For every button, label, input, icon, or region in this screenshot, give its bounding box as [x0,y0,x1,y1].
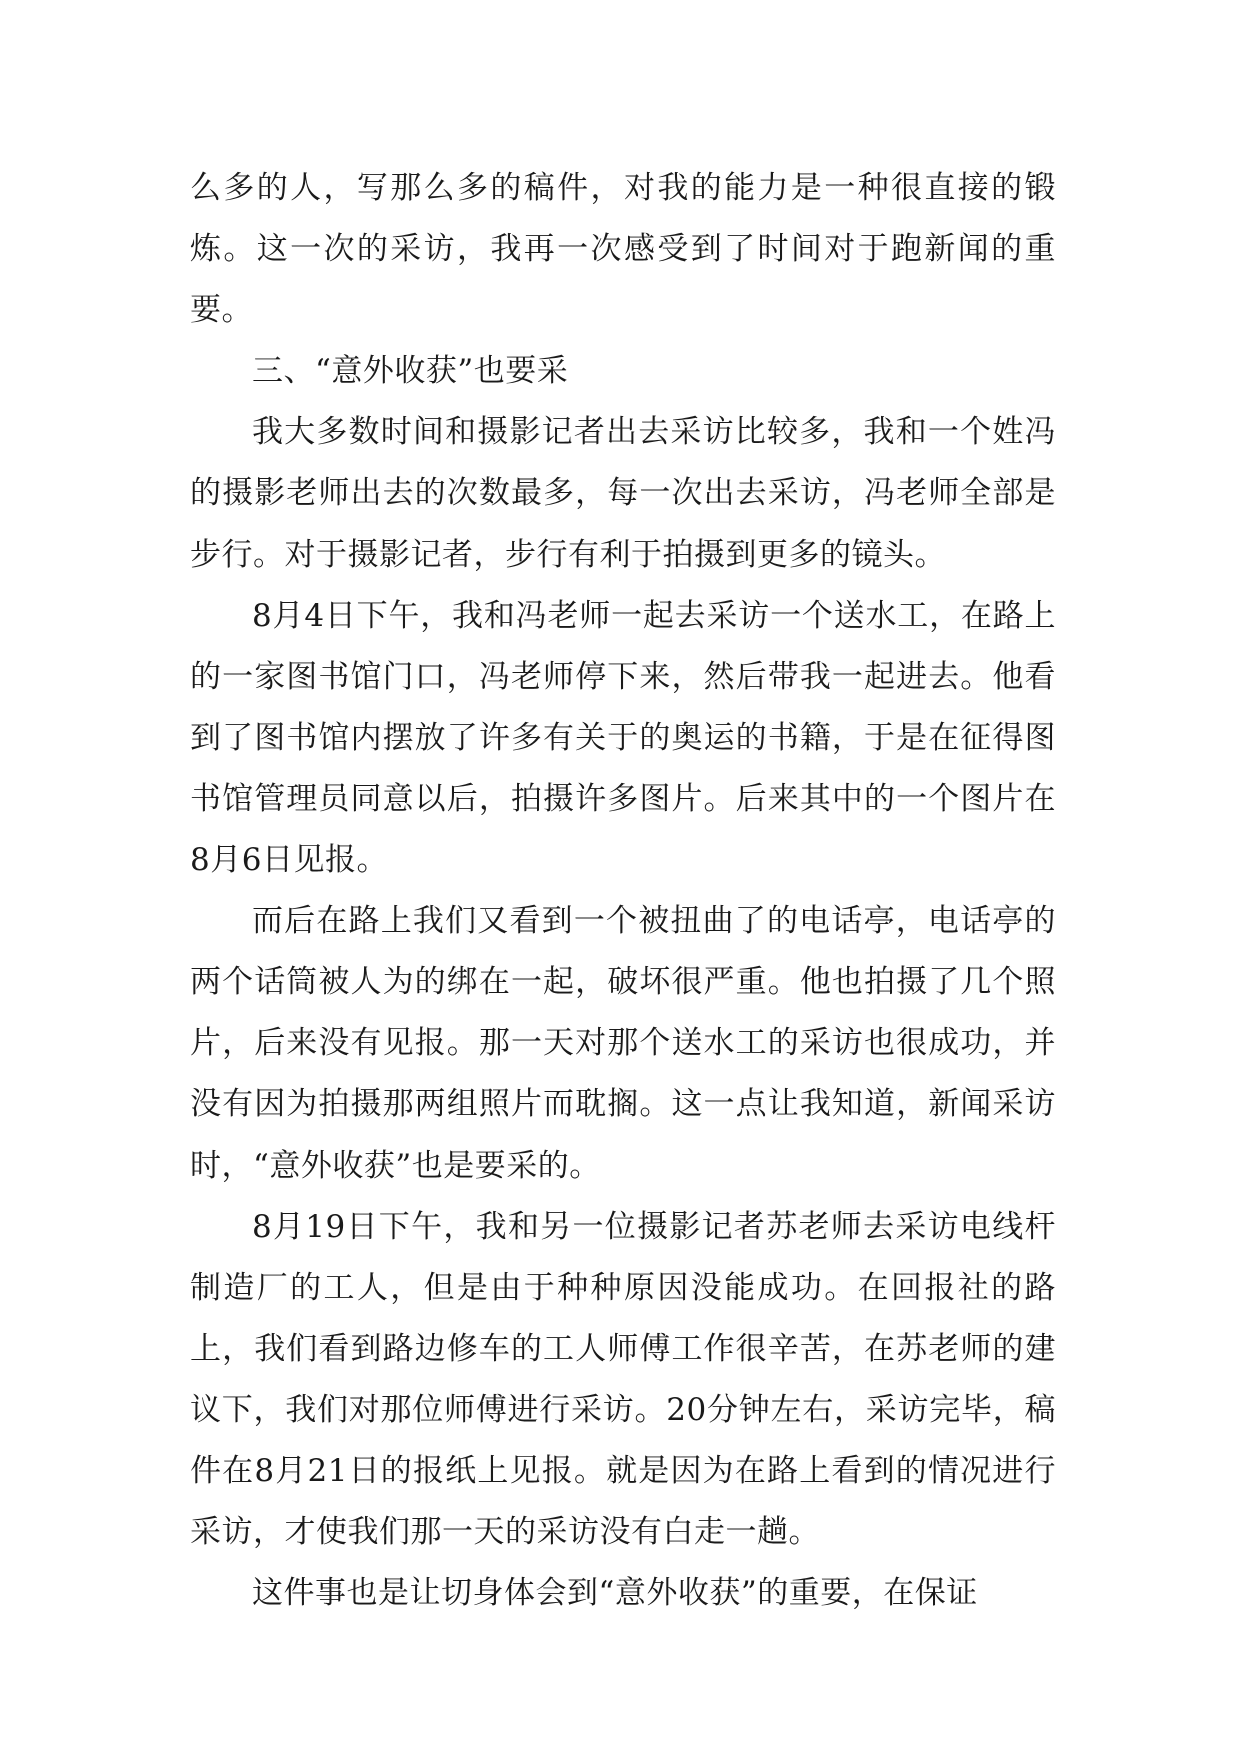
paragraph: 而后在路上我们又看到一个被扭曲了的电话亭，电话亭的两个话筒被人为的绑在一起，破坏很严重。他也拍摄了几个照片，后来没有见报。那一天对那个送水工的采访也很成功，并没有因为拍摄那两组照片而耽搁。这一点让我知道，新闻采访时，“意外收获”也是要采的。 [190,903,1056,1184]
paragraph: 8月4日下午，我和冯老师一起去采访一个送水工，在路上的一家图书馆门口，冯老师停下来，然后带我一起进去。他看到了图书馆内摆放了许多有关于的奥运的书籍，于是在征得图书馆管理员同意以后，拍摄许多图片。后来其中的一个图片在8月6日见报。 [190,597,1056,879]
body-text [190,158,1056,1624]
paragraph: 我大多数时间和摄影记者出去采访比较多，我和一个姓冯的摄影老师出去的次数最多，每一次出去采访，冯老师全部是步行。对于摄影记者，步行有利于拍摄到更多的镜头。 [190,414,1056,573]
section-heading: 三、“意外收获”也要采 [252,353,569,390]
paragraph: 这件事也是让切身体会到“意外收获”的重要，在保证 [252,1575,978,1612]
paragraph-continuation: 么多的人，写那么多的稿件，对我的能力是一种很直接的锻炼。这一次的采访，我再一次感受到了时间对于跑新闻的重要。 [190,170,1056,329]
paragraph: 8月19日下午，我和另一位摄影记者苏老师去采访电线杆制造厂的工人，但是由于种种原因没能成功。在回报社的路上，我们看到路边修车的工人师傅工作很辛苦，在苏老师的建议下，我们对那位师傅进行采访。20分钟左右，采访完毕，稿件在8月21日的报纸上见报。就是因为在路上看到的情况进行采访，才使我们那一天的采访没有白走一趟。 [190,1208,1056,1551]
